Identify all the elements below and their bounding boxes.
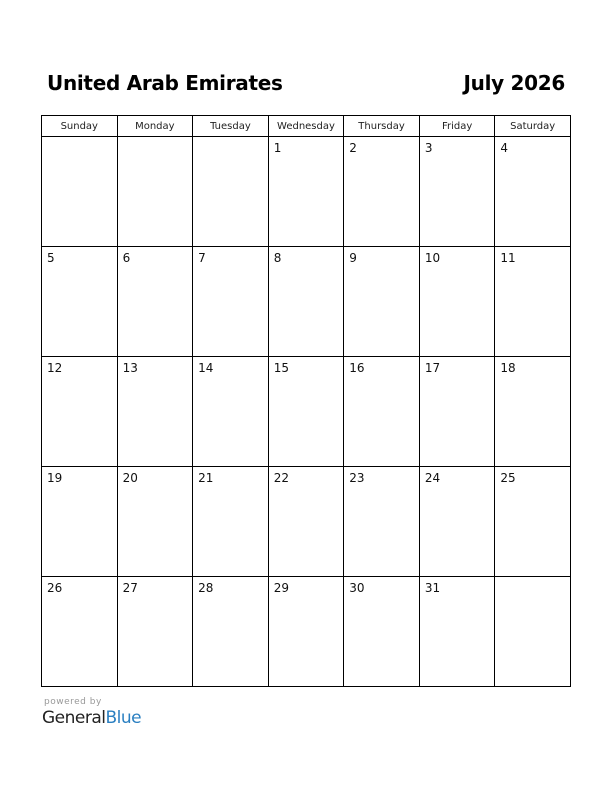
weekday-wednesday: Wednesday xyxy=(268,116,344,137)
day-cell xyxy=(268,577,344,687)
day-cell xyxy=(193,467,269,577)
day-cell xyxy=(495,357,571,467)
day-number: 31 xyxy=(424,581,441,595)
day-cell xyxy=(117,467,193,577)
day-number: 27 xyxy=(122,581,138,595)
week-row-4 xyxy=(42,467,571,577)
day-number: 22 xyxy=(273,471,289,485)
day-number: 25 xyxy=(500,471,516,485)
brand-general-text: General xyxy=(42,708,106,728)
day-cell xyxy=(42,577,118,687)
day-number: 26 xyxy=(47,581,63,595)
powered-by-label: powered by xyxy=(44,697,102,707)
day-cell xyxy=(117,247,193,357)
day-number: 15 xyxy=(273,361,289,375)
day-number: 4 xyxy=(500,141,509,155)
day-cell xyxy=(419,577,495,687)
day-cell xyxy=(193,357,269,467)
month-year-title: July 2026 xyxy=(463,71,565,95)
day-cell xyxy=(268,247,344,357)
day-number: 29 xyxy=(273,581,289,595)
day-number: 3 xyxy=(424,141,433,155)
day-cell xyxy=(344,137,420,247)
day-number: 23 xyxy=(349,471,365,485)
day-number: 9 xyxy=(349,251,357,265)
day-cell xyxy=(344,467,420,577)
day-cell xyxy=(268,467,344,577)
day-cell xyxy=(344,247,420,357)
week-row-2 xyxy=(42,247,571,357)
day-number xyxy=(42,137,117,141)
day-number: 21 xyxy=(198,471,214,485)
day-cell xyxy=(117,137,193,247)
day-number: 18 xyxy=(500,361,516,375)
generalblue-logo[interactable] xyxy=(42,708,141,728)
day-number: 14 xyxy=(198,361,214,375)
day-cell xyxy=(268,137,344,247)
day-cell xyxy=(419,137,495,247)
day-cell xyxy=(193,247,269,357)
day-cell xyxy=(42,357,118,467)
day-cell xyxy=(42,247,118,357)
day-cell xyxy=(268,357,344,467)
day-number: 8 xyxy=(273,251,282,265)
day-number: 10 xyxy=(424,251,441,265)
day-cell xyxy=(419,467,495,577)
day-number: 20 xyxy=(122,471,138,485)
day-cell xyxy=(495,247,571,357)
day-number: 16 xyxy=(349,361,365,375)
day-number: 12 xyxy=(47,361,63,375)
day-number xyxy=(118,137,193,141)
day-cell xyxy=(117,357,193,467)
weekday-friday: Friday xyxy=(419,116,495,137)
day-cell xyxy=(419,357,495,467)
week-row-1 xyxy=(42,137,571,247)
day-number: 1 xyxy=(273,141,282,155)
weekday-tuesday: Tuesday xyxy=(193,116,269,137)
day-cell xyxy=(344,577,420,687)
week-row-3 xyxy=(42,357,571,467)
day-number: 7 xyxy=(198,251,206,265)
day-number: 28 xyxy=(198,581,214,595)
day-number: 24 xyxy=(424,471,441,485)
weekday-header-row xyxy=(42,116,571,137)
day-number: 11 xyxy=(500,251,516,265)
day-cell xyxy=(42,137,118,247)
weekday-thursday: Thursday xyxy=(344,116,420,137)
weekday-saturday: Saturday xyxy=(495,116,571,137)
day-number: 19 xyxy=(47,471,63,485)
day-cell xyxy=(193,577,269,687)
weekday-monday: Monday xyxy=(117,116,193,137)
day-number: 2 xyxy=(349,141,357,155)
day-number: 6 xyxy=(122,251,131,265)
day-number: 13 xyxy=(122,361,138,375)
day-cell xyxy=(495,137,571,247)
week-row-5 xyxy=(42,577,571,687)
day-number: 5 xyxy=(47,251,55,265)
country-title: United Arab Emirates xyxy=(47,71,283,95)
brand-blue-text: Blue xyxy=(105,708,142,728)
day-cell xyxy=(344,357,420,467)
day-cell xyxy=(495,577,571,687)
day-number xyxy=(193,137,268,141)
day-cell xyxy=(42,467,118,577)
weekday-sunday: Sunday xyxy=(42,116,118,137)
calendar-grid xyxy=(41,115,571,687)
day-cell xyxy=(193,137,269,247)
day-number: 30 xyxy=(349,581,365,595)
day-number: 17 xyxy=(424,361,441,375)
day-cell xyxy=(419,247,495,357)
day-cell xyxy=(495,467,571,577)
day-cell xyxy=(117,577,193,687)
day-number xyxy=(495,577,570,581)
